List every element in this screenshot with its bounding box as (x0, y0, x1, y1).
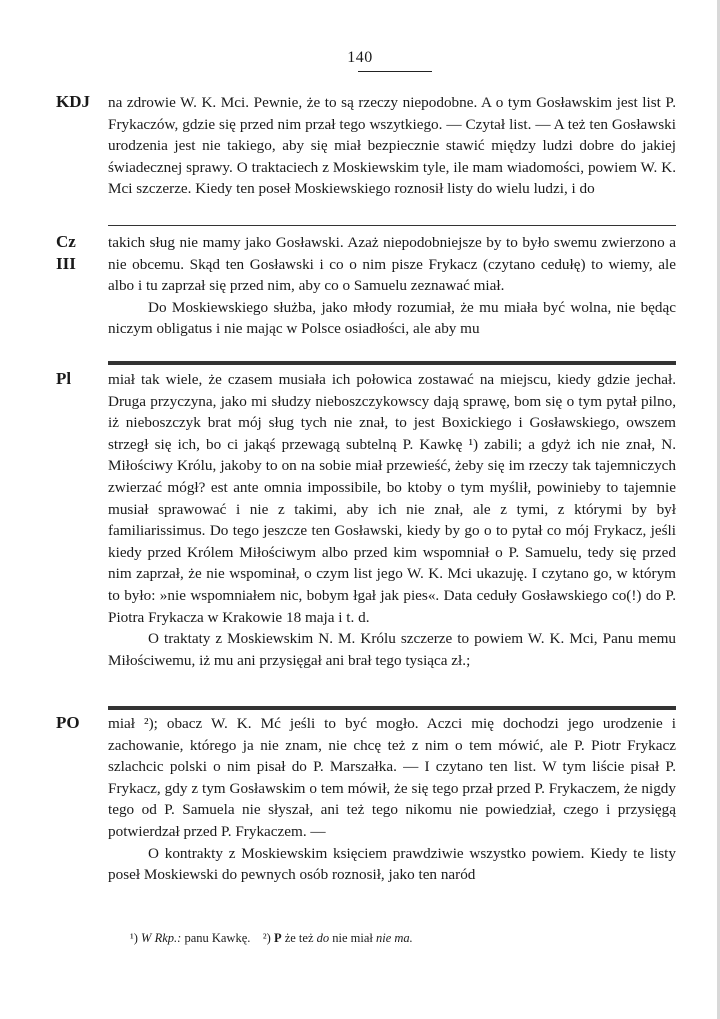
footnote-1 (130, 931, 254, 945)
footnote-emphasis: nie ma. (376, 931, 413, 945)
footnote-marker: ¹) (130, 931, 138, 945)
section-separator (108, 706, 676, 710)
footnote-text: panu Kawkę. (184, 931, 251, 945)
paragraph: miał ²); obacz W. K. Mć jeśli to być mogło. Aczci mię dochodzi jego urodzenie i zachowanie, którego ja nie znam, nie chcę też z nim o tem mówić, ale P. Piotr Frykacz szlachcic polski o nim pisał do P. Marszałka. — I czytano ten list. W tym liście pisał P. Frykacz, gdy z tym Gosławskim o tem mówił, że się tego przał przed P. Frykaczem, że nigdy tego od P. Samuela nie słyszał, ani też tego nikomu nie powiedział, czego i przysięgą potwierdzał przed P. Frykaczem. — (108, 715, 676, 840)
page-number: 140 (347, 49, 373, 66)
section-tag: Pl (56, 369, 72, 388)
section-text (108, 92, 676, 200)
page-number-rule (358, 71, 432, 72)
paragraph: Do Moskiewskiego służba, jako młody rozumiał, że mu miała być wolna, nie będąc niczym obligatus i nie mając w Polsce osiadłości, ale aby mu (108, 298, 676, 338)
section-tag: KDJ (56, 92, 90, 111)
section-text (108, 369, 676, 671)
section-tag: PO (56, 713, 80, 732)
section-separator (108, 361, 676, 365)
paragraph: na zdrowie W. K. Mci. Pewnie, że to są rzeczy niepodobne. A o tym Gosławskim jest list P. Frykaczów, gdzie się przed nim przał tego wszytkiego. — Czytał list. — A też ten Gosławski urodzenia jest nie takiego, aby się miał bezpiecznie stawić między ludzi dobre do jakiej świadecznej sprawy. O traktaciech z Moskiewskim tyle, ile mam wiadomości, powiem W. K. Mci szczerze. Kiedy ten poseł Moskiewskiego roznosił listy do wielu ludzi, i do (108, 94, 676, 198)
footnote-2 (263, 931, 413, 945)
footnote-source: P (273, 931, 282, 945)
section-tag: Cz III (56, 232, 76, 273)
footnote-text: nie miał (332, 931, 373, 945)
footnote-emphasis: do (316, 931, 330, 945)
paragraph: O kontrakty z Moskiewskim księciem prawdziwie wszystko powiem. Kiedy te listy poseł Moskiewski do pewnych osób roznosił, jako ten naród (108, 844, 676, 884)
paragraph: takich sług nie mamy jako Gosławski. Azaż niepodobniejsze by to było swemu zwierzono a nie obcemu. Skąd ten Gosławski i co o nim pisze Frykacz (czytano cedułę) to wiemy, ale albo i tu zaprzał się przed nim, aby co o Samuelu zeznawać miał. (108, 234, 676, 295)
section-text (108, 713, 676, 886)
footnote-source: W Rkp.: (141, 931, 182, 945)
footnotes (130, 929, 670, 947)
paragraph: miał tak wiele, że czasem musiała ich połowica zostawać na miejscu, kiedy gdzie jechał. Druga przyczyna, jako mi słudzy nieboszczykowscy dają sprawę, bom się o tym pytał pilno, iż nieboszczyk brat mój sług tych nie znał, to jest Boxickiego i Gosławskiego, owszem strzegł się ich, bo ci jakąś przewagą subtelną P. Kawkę ¹) zabili; a gdyż ich nie znał, N. Miłościwy Królu, jakoby to on na sobie miał przewieść, żeby się im rzeczy tak tajemniczych zwierzać mógł? est ante omnia impossibile, bo ktoby o tym myślił, powinieby to tajemnie musiał sprawować i nie z takimi, aby ich nie znał, ale z tymi, z którymi by był familiarissimus. Do tego jeszcze ten Gosławski, kiedy by go o to pytał co mój Frykacz, jeśli kiedy przed Królem Miłościwym albo przed kim wspomniał o P. Samuelu, tedy się przed nim zaprzał, że nie wspominał, o czym list jego W. K. Mci ukazuję. I czytano go, w którym to było: »nie wspomniałem nic, bobym łgał jak pies«. Data ceduły Gosławskiego co(!) do P. Piotra Frykacza w Krakowie 18 maja i t. d. (108, 371, 676, 626)
paragraph: O traktaty z Moskiewskim N. M. Królu szczerze to powiem W. K. Mci, Panu memu Miłościwemu, iż mu ani przysięgał ani brał tego tysiąca zł.; (108, 630, 676, 669)
footnote-marker: ²) (262, 931, 271, 945)
section-separator (108, 225, 676, 226)
footnote-text: że też (284, 931, 314, 945)
section-text (108, 232, 676, 340)
